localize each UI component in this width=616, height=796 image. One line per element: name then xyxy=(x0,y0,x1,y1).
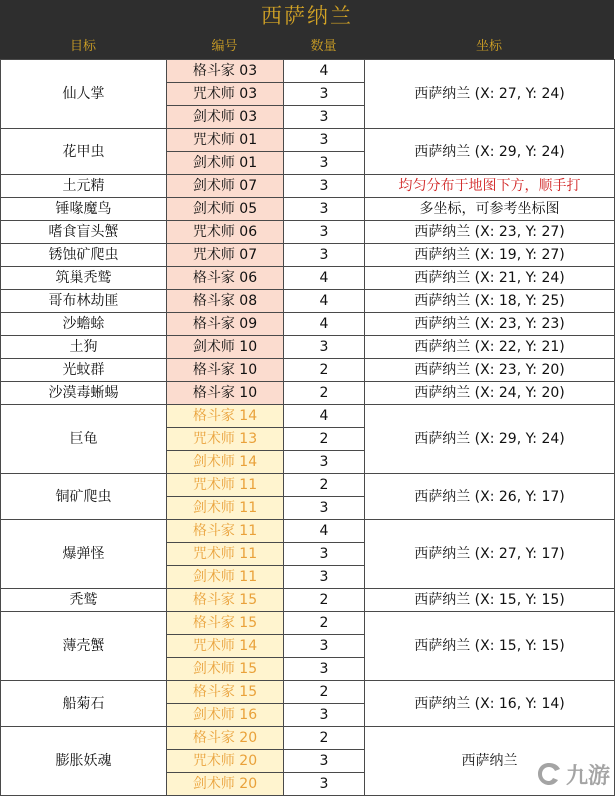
cell-code: 咒术师 11 xyxy=(167,543,284,566)
cell-code: 剑术师 03 xyxy=(167,106,284,129)
cell-count: 3 xyxy=(284,773,365,796)
cell-count: 2 xyxy=(284,612,365,635)
cell-code: 格斗家 11 xyxy=(167,520,284,543)
cell-location: 西萨纳兰 (X: 23, Y: 27) xyxy=(365,221,615,244)
table-row xyxy=(1,175,615,198)
table-row xyxy=(1,267,615,290)
cell-location: 西萨纳兰 (X: 21, Y: 24) xyxy=(365,267,615,290)
cell-code: 咒术师 07 xyxy=(167,244,284,267)
cell-code: 格斗家 09 xyxy=(167,313,284,336)
table-row xyxy=(1,359,615,382)
cell-count: 4 xyxy=(284,405,365,428)
cell-code: 剑术师 10 xyxy=(167,336,284,359)
table-row xyxy=(1,290,615,313)
cell-code: 格斗家 15 xyxy=(167,589,284,612)
cell-code: 咒术师 03 xyxy=(167,83,284,106)
sheet-title: 西萨纳兰 xyxy=(0,0,614,34)
cell-count: 3 xyxy=(284,175,365,198)
cell-count: 3 xyxy=(284,152,365,175)
cell-count: 3 xyxy=(284,244,365,267)
cell-count: 3 xyxy=(284,451,365,474)
cell-count: 3 xyxy=(284,129,365,152)
cell-target: 哥布林劫匪 xyxy=(1,290,167,313)
cell-count: 3 xyxy=(284,566,365,589)
cell-code: 剑术师 11 xyxy=(167,497,284,520)
cell-code: 剑术师 20 xyxy=(167,773,284,796)
cell-code: 剑术师 07 xyxy=(167,175,284,198)
data-table xyxy=(0,59,615,796)
header-row xyxy=(0,34,614,59)
cell-code: 格斗家 06 xyxy=(167,267,284,290)
cell-count: 2 xyxy=(284,474,365,497)
cell-count: 3 xyxy=(284,704,365,727)
table-row xyxy=(1,727,615,750)
cell-location: 西萨纳兰 (X: 15, Y: 15) xyxy=(365,612,615,681)
cell-target: 仙人掌 xyxy=(1,60,167,129)
table-row xyxy=(1,382,615,405)
cell-location: 多坐标，可参考坐标图 xyxy=(365,198,615,221)
cell-count: 4 xyxy=(284,267,365,290)
cell-target: 薄壳蟹 xyxy=(1,612,167,681)
cell-code: 咒术师 20 xyxy=(167,750,284,773)
cell-code: 咒术师 11 xyxy=(167,474,284,497)
cell-target: 筑巢秃鹫 xyxy=(1,267,167,290)
cell-count: 2 xyxy=(284,382,365,405)
cell-target: 锈蚀矿爬虫 xyxy=(1,244,167,267)
cell-code: 咒术师 06 xyxy=(167,221,284,244)
cell-location: 西萨纳兰 (X: 26, Y: 17) xyxy=(365,474,615,520)
table-row xyxy=(1,612,615,635)
cell-target: 巨龟 xyxy=(1,405,167,474)
cell-target: 沙蟾蜍 xyxy=(1,313,167,336)
cell-code: 剑术师 01 xyxy=(167,152,284,175)
cell-code: 咒术师 01 xyxy=(167,129,284,152)
cell-target: 土元精 xyxy=(1,175,167,198)
cell-location: 西萨纳兰 (X: 22, Y: 21) xyxy=(365,336,615,359)
cell-code: 剑术师 05 xyxy=(167,198,284,221)
cell-location: 西萨纳兰 (X: 23, Y: 23) xyxy=(365,313,615,336)
header-location: 坐标 xyxy=(475,39,502,54)
cell-code: 剑术师 14 xyxy=(167,451,284,474)
cell-location: 西萨纳兰 (X: 15, Y: 15) xyxy=(365,589,615,612)
cell-location: 西萨纳兰 (X: 27, Y: 24) xyxy=(365,60,615,129)
cell-target: 花甲虫 xyxy=(1,129,167,175)
cell-code: 格斗家 20 xyxy=(167,727,284,750)
cell-code: 格斗家 15 xyxy=(167,681,284,704)
cell-target: 船菊石 xyxy=(1,681,167,727)
watermark-text: 九游 xyxy=(565,763,610,789)
swirl-logo-icon xyxy=(536,761,562,787)
table-row xyxy=(1,405,615,428)
cell-count: 3 xyxy=(284,106,365,129)
table-row xyxy=(1,60,615,83)
cell-location: 西萨纳兰 (X: 24, Y: 20) xyxy=(365,382,615,405)
cell-count: 3 xyxy=(284,635,365,658)
cell-code: 咒术师 13 xyxy=(167,428,284,451)
cell-count: 4 xyxy=(284,313,365,336)
cell-code: 咒术师 14 xyxy=(167,635,284,658)
cell-count: 3 xyxy=(284,198,365,221)
cell-location: 均匀分布于地图下方，顺手打 xyxy=(365,175,615,198)
cell-code: 剑术师 15 xyxy=(167,658,284,681)
header-target: 目标 xyxy=(69,39,96,54)
cell-location: 西萨纳兰 (X: 29, Y: 24) xyxy=(365,405,615,474)
cell-count: 4 xyxy=(284,60,365,83)
watermark xyxy=(534,757,610,791)
cell-count: 3 xyxy=(284,750,365,773)
cell-count: 3 xyxy=(284,543,365,566)
cell-count: 4 xyxy=(284,520,365,543)
table-row xyxy=(1,520,615,543)
table-row xyxy=(1,336,615,359)
cell-code: 剑术师 11 xyxy=(167,566,284,589)
table-row xyxy=(1,313,615,336)
cell-count: 3 xyxy=(284,497,365,520)
cell-count: 2 xyxy=(284,727,365,750)
cell-location: 西萨纳兰 (X: 23, Y: 20) xyxy=(365,359,615,382)
cell-target: 秃鹫 xyxy=(1,589,167,612)
cell-target: 土狗 xyxy=(1,336,167,359)
cell-count: 3 xyxy=(284,658,365,681)
cell-target: 嗜食盲头蟹 xyxy=(1,221,167,244)
header-count: 数量 xyxy=(310,39,337,54)
cell-code: 格斗家 08 xyxy=(167,290,284,313)
cell-code: 格斗家 03 xyxy=(167,60,284,83)
cell-target: 铜矿爬虫 xyxy=(1,474,167,520)
table-row xyxy=(1,198,615,221)
cell-location: 西萨纳兰 (X: 18, Y: 25) xyxy=(365,290,615,313)
header-code: 编号 xyxy=(211,39,238,54)
cell-target: 爆弹怪 xyxy=(1,520,167,589)
cell-target: 膨胀妖魂 xyxy=(1,727,167,796)
cell-location: 西萨纳兰 xyxy=(365,727,615,796)
table-row xyxy=(1,474,615,497)
table-row xyxy=(1,681,615,704)
cell-target: 锤喙魔鸟 xyxy=(1,198,167,221)
cell-count: 3 xyxy=(284,336,365,359)
cell-count: 2 xyxy=(284,359,365,382)
cell-target: 沙漠毒蜥蜴 xyxy=(1,382,167,405)
cell-count: 3 xyxy=(284,221,365,244)
cell-location: 西萨纳兰 (X: 16, Y: 14) xyxy=(365,681,615,727)
cell-code: 格斗家 15 xyxy=(167,612,284,635)
cell-location: 西萨纳兰 (X: 29, Y: 24) xyxy=(365,129,615,175)
cell-count: 2 xyxy=(284,681,365,704)
table-row xyxy=(1,221,615,244)
table-row xyxy=(1,129,615,152)
cell-count: 4 xyxy=(284,290,365,313)
cell-target: 光蚊群 xyxy=(1,359,167,382)
cell-count: 3 xyxy=(284,83,365,106)
cell-count: 2 xyxy=(284,428,365,451)
table-row xyxy=(1,589,615,612)
cell-code: 格斗家 10 xyxy=(167,382,284,405)
cell-code: 格斗家 14 xyxy=(167,405,284,428)
cell-location: 西萨纳兰 (X: 19, Y: 27) xyxy=(365,244,615,267)
cell-location: 西萨纳兰 (X: 27, Y: 17) xyxy=(365,520,615,589)
cell-code: 剑术师 16 xyxy=(167,704,284,727)
cell-count: 2 xyxy=(284,589,365,612)
cell-code: 格斗家 10 xyxy=(167,359,284,382)
table-row xyxy=(1,244,615,267)
